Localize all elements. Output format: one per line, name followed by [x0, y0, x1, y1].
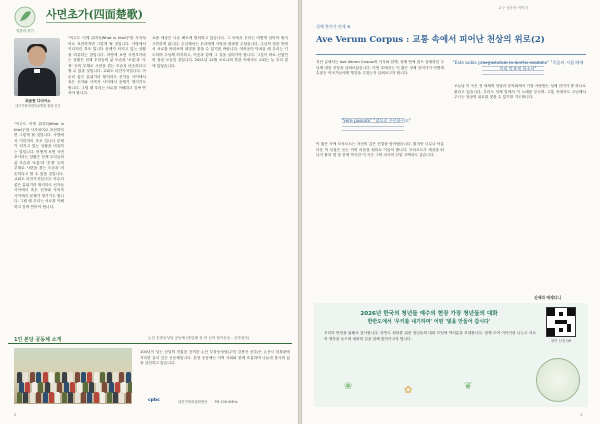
group-photo-person: [107, 392, 112, 403]
article-title: Ave Verum Corpus : 교통 속에서 피어난 천상의 위로(2): [316, 35, 545, 45]
article-author: 신세라 에제디니: [534, 295, 561, 300]
running-head: 교구 성음악 이야기: [498, 6, 529, 10]
bottom-section-text: 100년이 넘는 신앙의 전통을 간직한 논산 부창동성당(주임 김용찬 신부)은 논산시 한복판에 자리한 유서 깊은 공동체입니다. 본당 공동체는 지역 사회와 함께 호흡하며 나눔과 봉사의 삶을 실천하고 있습니다.: [140, 350, 290, 365]
promo-title: 2026년 한국의 청년들 예수의 현장 가장 청년들의 대화: [360, 311, 498, 317]
group-photo-person: [81, 392, 86, 403]
author-photo: [14, 38, 60, 96]
page-number-right: 3: [580, 412, 583, 417]
broadcast-station: 대전가톨릭평화방송: [178, 400, 208, 404]
group-photo-person: [94, 392, 99, 403]
article-column-2: 요즘 세상은 너무 빠르게 변화하고 있습니다. 그 속에서 우리는 어떻게 살아야 할지 고민하게 됩니다. 주님께서는 우리에게 사랑과 평화를 주셨습니다. 주님의 말씀 안에서 서로를 바라보며 희망을 찾을 수 있기를 바랍니다. 어려움이 닥쳐올 때 우리는 기도하며 주님께 의지하고, 이웃과 함께 그 길을 걸어가야 합니다. 그것이 바로 신앙인의 참된 모습일 것입니다. 2021년 12월 코로나의 혼란 속에서도 교회는 늘 우리 곁에 있었습니다.: [152, 36, 288, 68]
quote-2: "Esto nobis praegustatum in mortis examine" "죽음의 시험 때에 미리 맛보게 하소서": [452, 60, 584, 71]
author-caption: [12, 99, 64, 109]
article-column-1-lower: "이고도 이게 뭐지?(What is this?)"를 사자성어로 표현하자면 그렇게 될 것입니다. 사방에서 이리저리 초조 입니다 문제가 터지고 있는 상황을 비유하는 말입니다. 어떻게 보면 사면초가라는 상황은 현재 우리들의 삶 모습과 '소통'과 '우정' 등의 부재로 시련을 겪는 모습과 비슷하다고 할 수 있을 것입니다. 교회도 마찬가지입니다. 아무리 좋은 분위기라 할지라도 신자들 사이에서 혹은 신자와 사목자 사이에서 문제가 생기기도 합니다. 그럴 때 우리는 서로를 이해하고 감싸 안아야 합니다.: [14, 122, 64, 209]
group-photo-person: [62, 392, 67, 403]
bottom-rule: [8, 343, 292, 344]
butterfly-icon: ❀: [344, 381, 353, 392]
flower-icon: ✿: [404, 385, 413, 396]
group-photo-person: [55, 392, 60, 403]
bottom-section-subtitle: 논산 부창동성당 공동체 (방갈래 성 안 신자 철거운동 - 신자성지): [148, 336, 250, 340]
promo-subtitle: 한반도에서 '무키를 내기하며' 어떤 '빛을 만들어 갑시다': [367, 319, 491, 325]
right-column-2: 오늘날 이 곡은 전 세계의 성당과 음악회에서 가장 사랑받는 성체 찬미가 중 하나로 불리고 있습니다. 우리도 성체 앞에서 이 노래를 부르며, 고통 속에서도 주님께서 주시는 천상의 위로를 맛볼 수 있기를 기도합니다.: [454, 84, 586, 99]
group-photo-person: [87, 392, 92, 403]
right-column-1a: 지난 글에서는 Ave Verum Corpus의 가사와 함께, 성체 안에 참으 실재하신 주님께 대한 신앙을 살펴보았습니다. 이번 호에서는 이 짧은 성체 찬미가가 어떻게 수많은 작곡가들에게 영감을 주었는지 살펴보고자 합니다.: [316, 60, 444, 75]
right-page: [302, 0, 600, 424]
promo-text: 우리의 안녕을 위해서 감사합니다. 한반도 평화를 위한 청년들의 대화 모임에 여러분을 초대합니다. 함께 모여 이야기를 나누고 서로의 생각을 들으며 평화의 길을 함께 찾아가고자 합니다.: [324, 331, 536, 341]
page-number-left: 2: [14, 412, 17, 417]
group-photo-person: [75, 392, 80, 403]
leaf-logo-icon: [14, 6, 36, 28]
left-page: [0, 0, 298, 424]
bottom-section-title: 1인 본당 공동체 소개: [14, 337, 62, 343]
group-photo-person: [100, 392, 105, 403]
cpbc-logo: cpbc: [148, 398, 160, 403]
series-label: 성체 찬미가 연재 ⑧: [316, 24, 351, 29]
group-photo-person: [36, 392, 41, 403]
qr-label: 참여 신청 QR: [550, 339, 572, 343]
author-name: 최용현 다미아노: [25, 99, 51, 103]
group-photo-person: [17, 392, 22, 403]
promo-emblem: [536, 358, 580, 402]
group-photo-person: [43, 392, 48, 403]
article-column-1: "이고도 이게 뭐지?(What is this?)"를 사자성어로 표현하자면 그렇게 될 것입니다. 사방에서 이리저리 초조 입니다 문제가 터지고 있는 상황을 비유하는 말입니다. 어떻게 보면 사면초가라는 상황은 현재 우리들의 삶 모습과 '소통'과 '우정' 등의 부재로 시련을 겪는 모습과 비슷하다고 할 수 있을 것입니다. 교회도 마찬가지입니다. 아무리 좋은 분위기라 할지라도 신자들 사이에서 혹은 신자와 사목자 사이에서 문제가 생기기도 합니다. 그럴 때 우리는 서로를 이해하고 감싸 안아야 합니다.: [68, 36, 146, 95]
group-photo-person: [49, 392, 54, 403]
group-photo-person: [23, 392, 28, 403]
group-photo-person: [113, 392, 118, 403]
section-title: 사면초가(四面楚歌): [46, 8, 143, 21]
broadcast-frequency: FM 106.9MHz: [214, 400, 238, 404]
author-role: 대구가톨릭대학교병원 원장 신부: [15, 104, 61, 108]
qr-code-icon[interactable]: [546, 307, 576, 337]
group-photo: [14, 348, 132, 404]
leaf-icon: ❦: [464, 381, 473, 392]
quote-1: "Vere passum" "참으로 수난하시고": [341, 118, 411, 123]
section-badge: 말씀의 향기: [16, 29, 34, 33]
right-column-1b: 이 짧은 곡에 모차르트는 자신의 깊은 신앙을 담아냈습니다. 짧지만 너무나 아름다운 이 선율은 듣는 이의 마음을 평화로 이끌어 줍니다. 모차르트가 세상을 떠나기 불과 몇 달 전에 작곡한 이 곡은 그의 마지막 신앙 고백과도 같습니다.: [316, 142, 444, 157]
broadcast-name: [178, 399, 237, 404]
group-photo-person: [126, 392, 131, 403]
group-photo-person: [68, 392, 73, 403]
group-photo-person: [30, 392, 35, 403]
group-photo-person: [119, 392, 124, 403]
title-rule: [46, 22, 146, 23]
